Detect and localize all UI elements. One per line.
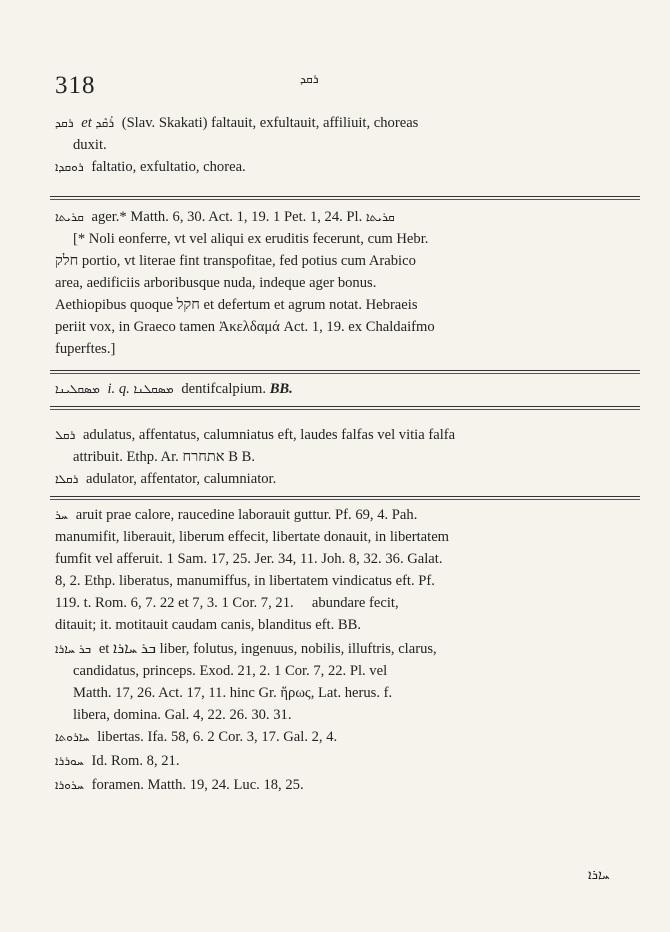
- note-line: [* Noli eonferre, vt vel aliqui ex eruditis fecerunt, cum Hebr.: [73, 231, 429, 247]
- entry-bar-hara: [55, 638, 635, 726]
- running-headword: ܪܩܕ: [300, 72, 319, 86]
- section-rule: [50, 496, 640, 497]
- entry-line: [55, 112, 635, 134]
- syriac-headword: ܚܘܪܪܐ: [55, 754, 84, 768]
- definition: adulator, affentator, calumniator.: [86, 471, 277, 487]
- source-abbrev: BB.: [269, 381, 293, 397]
- definition: faltatio, exfultatio, chorea.: [91, 159, 246, 175]
- definition-continued: manumifit, liberauit, liberum effecit, libertate donauit, in libertatem: [55, 529, 450, 545]
- definition: (Slav. Skakati) faltauit, exfultauit, affiliuit, choreas: [121, 115, 419, 131]
- definition: et ܒܪ ܚܐܪܐ liber, folutus, ingenuus, nobilis, illuftris, clarus,: [98, 641, 437, 657]
- entry-harura: [55, 774, 635, 796]
- definition-continued: [55, 592, 635, 614]
- note-line: area, aedificiis arboribusque nuda, indeque ager bonus.: [55, 275, 377, 291]
- syriac-headword: ܡܣܩܠܝܢܐ: [55, 382, 100, 396]
- entry-line: [55, 504, 635, 526]
- definition-continued: 8, 2. Ethp. liberatus, manumiffus, in libertatem vindicatus eft. Pf.: [55, 573, 435, 589]
- syriac-headword: ܪܩܠܐ: [55, 472, 79, 486]
- entry-qrita: [55, 206, 635, 360]
- note-line: חלק portio, vt literae fint transpofitae, fed potius cum Arabico: [55, 253, 416, 269]
- entry-line: [55, 156, 635, 178]
- note-line: fuperftes.]: [55, 341, 116, 357]
- definition-continued: ditauit; it. motitauit caudam canis, blanditus eft. BB.: [55, 617, 362, 633]
- definition-continued: attribuit. Ethp. Ar. אתחרח B B.: [73, 449, 255, 465]
- syriac-headword: ܪܩܕ: [55, 116, 74, 130]
- note-line: periit vox, in Graeco tamen Ἀκελδαμά Act. 1, 19. ex Chaldaifmo: [55, 319, 435, 335]
- syriac-variant: ܪܰܩܶܕ: [95, 116, 115, 130]
- definition-continued: fumfit vel afferuit. 1 Sam. 17, 25. Jer. 34, 11. Joh. 8, 32. 36. Galat.: [55, 551, 443, 567]
- syriac-headword: ܪܩܠ: [55, 428, 76, 442]
- entry-line: [55, 468, 635, 490]
- entry-hurara: [55, 750, 635, 772]
- entry-rql: [55, 424, 635, 490]
- definition-continued: libera, domina. Gal. 4, 22. 26. 30. 31.: [73, 707, 292, 723]
- syriac-headword: ܚܪ: [55, 508, 69, 522]
- syriac-headword: ܚܪܘܪܐ: [55, 778, 84, 792]
- entry-msqlina: [55, 378, 635, 400]
- syriac-plural: ܩܪܝܬܐ: [365, 210, 395, 224]
- syriac-headword: ܪܘܩܕܐ: [55, 160, 84, 174]
- catchword: ܚܐܪܐ: [588, 868, 610, 883]
- definition: Id. Rom. 8, 21.: [91, 753, 180, 769]
- abbreviation: i. q.: [107, 381, 130, 397]
- definition: adulatus, affentatus, calumniatus eft, laudes falfas vel vitia falfa: [82, 427, 456, 443]
- note-line: Aethiopibus quoque חקל et defertum et agrum notat. Hebraeis: [55, 297, 418, 313]
- definition-continued: duxit.: [73, 137, 107, 153]
- syriac-variant: ܡܣܩܠܢܐ: [133, 382, 174, 396]
- syriac-headword: ܩܪܝܬܐ: [55, 210, 84, 224]
- syriac-headword: ܚܐܪܘܬܐ: [55, 730, 90, 744]
- entry-haruta: [55, 726, 635, 748]
- entry-rqd: [55, 112, 635, 178]
- page-number: 318: [55, 72, 96, 99]
- definition: abundare fecit,: [311, 595, 399, 611]
- section-rule: [50, 370, 640, 371]
- definition: ager.* Matth. 6, 30. Act. 1, 19. 1 Pet. 1, 24. Pl.: [91, 209, 363, 225]
- entry-line: [55, 424, 635, 446]
- entry-line: [55, 206, 635, 228]
- conjunction: et: [81, 115, 92, 131]
- definition: aruit prae calore, raucedine laborauit guttur. Pf. 69, 4. Pah.: [75, 507, 418, 523]
- definition-continued: candidatus, princeps. Exod. 21, 2. 1 Cor. 7, 22. Pl. vel: [73, 663, 388, 679]
- definition-continued: Matth. 17, 26. Act. 17, 11. hinc Gr. ἥρως, Lat. herus. f.: [73, 685, 393, 701]
- definition: foramen. Matth. 19, 24. Luc. 18, 25.: [91, 777, 304, 793]
- section-rule: [50, 406, 640, 407]
- section-rule: [50, 196, 640, 197]
- definition: dentifcalpium.: [181, 381, 267, 397]
- entry-hr: [55, 504, 635, 636]
- syriac-headword: ܒܪ ܚܐܪܐ: [55, 642, 92, 656]
- citation: 119. t. Rom. 6, 7. 22 et 7, 3. 1 Cor. 7, 21.: [55, 595, 294, 611]
- definition: libertas. Ifa. 58, 6. 2 Cor. 3, 17. Gal. 2, 4.: [97, 729, 338, 745]
- entry-line: [55, 638, 635, 660]
